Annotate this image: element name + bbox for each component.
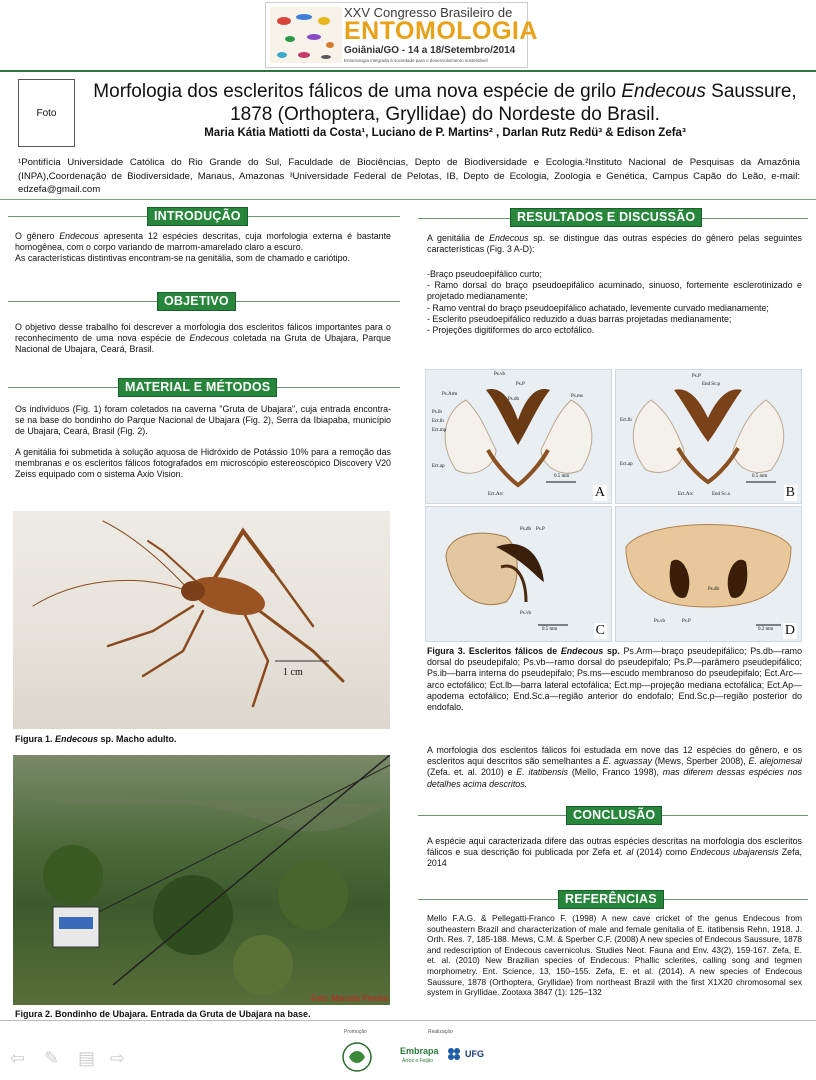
- title-genus: Endecous: [621, 81, 706, 102]
- plate-label: Ps.vb: [654, 619, 665, 624]
- fig1-cap-b: sp. Macho adulto.: [98, 734, 177, 744]
- resultados-intro: [427, 233, 802, 255]
- footer-promocao: Promoção: [344, 1029, 367, 1035]
- figure-2-credit: Foto: Marcelo Pereira: [311, 994, 388, 1003]
- res-intro-a: A genitália de: [427, 233, 490, 243]
- figure-2-caption: Figura 2. Bondinho de Ubajara. Entrada da Gruta de Ubajara na base.: [15, 1009, 311, 1019]
- heading-resultados: RESULTADOS E DISCUSSÃO: [510, 208, 702, 227]
- intro-p1-a: O gênero: [15, 231, 60, 241]
- banner-tagline: Entomologia integrada à sociedade para o desenvolvimento sustentável: [344, 58, 488, 63]
- footer-realizacao: Realização: [428, 1029, 453, 1035]
- plate-label: Ps.P: [516, 382, 525, 387]
- phallic-sclerites-ventral-icon: [616, 370, 801, 503]
- heading-material: MATERIAL E MÉTODOS: [118, 378, 277, 397]
- list-item: - Projeções digitiformes do arco ectofálico.: [427, 325, 595, 336]
- plate-scale: 0.5 mm: [542, 627, 558, 632]
- prev-arrow-icon[interactable]: ⇦: [10, 1048, 26, 1068]
- plate-label: Ps.ms: [571, 394, 583, 399]
- plate-label: Ect.Arc: [488, 492, 504, 497]
- concl-etal: et. al: [613, 847, 634, 858]
- title-text-1: Morfologia dos escleritos fálicos de uma nova espécie de grilo: [93, 81, 622, 102]
- res-intro-genus: Endecous: [489, 233, 529, 243]
- fig3-cap-genus: Endecous: [560, 646, 604, 656]
- heading-referencias: REFERÊNCIAS: [558, 890, 664, 909]
- fig3-cap-a: Figura 3. Escleritos fálicos de: [427, 646, 561, 656]
- disc-c: (Zefa. et. al. 2010) e: [427, 767, 517, 778]
- seb-logo-icon: [341, 1041, 373, 1073]
- disc-species-2: E. alejomesai: [748, 756, 803, 767]
- plate-label: Ect.lb: [432, 419, 444, 424]
- intro-text: [15, 231, 391, 265]
- fig3-cap-b: sp.: [603, 646, 620, 656]
- photo-placeholder: Foto: [18, 79, 75, 147]
- figure-1-caption: [15, 734, 177, 744]
- disc-d: (Mello, Franco 1998),: [568, 767, 663, 778]
- disc-species-1: E. aguassay: [602, 756, 653, 767]
- intro-p1-b: apresenta 12 espécies descritas, cuja morfologia externa é bastante homogênea, com o corpo variando de marrom-amarelado claro a escuro.: [15, 231, 391, 253]
- plate-label: Ps.ib: [432, 410, 442, 415]
- ufg-logo-icon: [446, 1046, 462, 1062]
- res-intro-b: sp. se distingue das outras espécies do gênero pelas seguintes características (Fig. 3 A-D):: [427, 233, 802, 255]
- resultados-list: [427, 269, 802, 336]
- cricket-icon: [13, 511, 390, 729]
- intro-p2: As características distintivas encontram-se na genitália, som de chamado e cariótipo.: [15, 253, 350, 264]
- congress-banner: [265, 2, 538, 68]
- banner-line-1: XXV Congresso Brasileiro de: [344, 5, 513, 20]
- concl-b: (2014) como: [633, 847, 691, 858]
- affiliations: ¹Pontifícia Universidade Católica do Rio Grande do Sul, Faculdade de Biociências, Depto de Biodiversidade e Ecologia.²Instituto Nacional de Pesquisas da Amazônia (INPA),Coordenação de Biodiversidade, Manaus, Amazonas ³Universidade Federal de Pelotas, IB, Depto de Ecologia, Zoologia e Genética, Campus Capão do Leão, e-mail: edzefa@gmail.com: [18, 157, 800, 195]
- phallic-sclerites-posterior-icon: [616, 507, 801, 641]
- plate-label: Ect.ap: [620, 462, 633, 467]
- list-item: - Esclerito pseudoepifálico reduzido a duas barras projetadas medianamente;: [427, 313, 732, 324]
- references-text: Mello F.A.G. & Pellegatti-Franco F. (1998) A new cave cricket of the genus Endecous from southeastern Brazil and characterization of male and female genitalia of E. itatibensis Rehn, 1918. J. Orth. Res. 7, 185-188. Mews, C.M. & Sperber C.F. (2008) A new species of Endecous Saussure, 1878 and redescription of Endecous cavernicolus. Studies Neot. Fauna and Env. 43(2), 159-167. Zefa, E. et. al. (2010) New Brazilian species of Endecous: Phallic sclerites, calling song and tegmen morphometry. Ent. Science, 13, 150–155. Zefa, E. et al. (2014). A new species of Endecous Saussure, 1878 (Orthoptera, Gryllidae) from northeast Brazil with the first X1X20 chromosomal sex system in Gryllidae. Zootaxa 3847 (1): 125–132: [427, 913, 802, 998]
- plate-label: Ect.lb: [620, 418, 632, 423]
- poster-title: [80, 80, 810, 126]
- plate-label: Ect.mp: [432, 428, 447, 433]
- plate-label: Ect.Arc: [678, 492, 694, 497]
- footer-divider: [0, 1020, 816, 1021]
- heading-introducao: INTRODUÇÃO: [147, 207, 248, 226]
- menu-icon[interactable]: ▤: [78, 1048, 96, 1068]
- figure-3-caption: [427, 646, 802, 713]
- material-text: [15, 404, 391, 480]
- disc-e: mas diferem dessas espécies nos detalhes acima descritos.: [427, 767, 802, 789]
- plate-label: Ect.ap: [432, 464, 445, 469]
- material-p1: Os indivíduos (Fig. 1) foram coletados na caverna "Gruta de Ubajara", cuja entrada encontra-se na base do bondinho do Parque Nacional de Ubajara (Fig. 2), Serra da Ibiapaba, município de Ubajara, Ceará, Brasil (Fig. 2).: [15, 404, 391, 437]
- banner-dates: Goiânia/GO - 14 a 18/Setembro/2014: [344, 45, 516, 56]
- plate-label: Ps.vb: [520, 611, 531, 616]
- plate-label: Ps.vb: [494, 372, 505, 377]
- list-item: -Braço pseudoepifálico curto;: [427, 269, 542, 279]
- plate-label: End Sc.p: [702, 382, 721, 387]
- insects-logo-icon: [270, 7, 342, 63]
- concl-species: Endecous ubajarensis: [690, 847, 779, 858]
- material-p2: A genitália foi submetida à solução aquosa de Hidróxido de Potássio 10% para a remoção das membranas e os escleritos fálicos fotografados em microscópio estereoscópico Discovery V20 Zeiss equipado com o sistema Axio Vision.: [15, 446, 391, 480]
- authors: Maria Kátia Matiotti da Costa¹, Luciano de P. Martins² , Darlan Rutz Redü³ & Edison Zefa³: [204, 127, 686, 139]
- cable-car-icon: [13, 755, 390, 1005]
- banner-title: ENTOMOLOGIA: [344, 17, 538, 45]
- plate-b: [615, 369, 802, 504]
- heading-conclusao: CONCLUSÃO: [566, 806, 662, 825]
- disc-a: A morfologia dos escleritos fálicos foi estudada em nove das 12 espécies do gênero, e os escleritos aqui descritos são semelhantes a: [427, 745, 802, 767]
- next-arrow-icon[interactable]: ⇨: [110, 1048, 126, 1068]
- plate-label: Ps.P: [692, 374, 701, 379]
- plate-letter: D: [784, 623, 795, 638]
- ufg-logo: UFG: [465, 1049, 484, 1059]
- objetivo-genus: Endecous: [189, 333, 229, 344]
- plate-label: Ps.db: [520, 527, 531, 532]
- plate-letter: B: [785, 485, 795, 500]
- plate-label: Ps.db: [708, 587, 719, 592]
- objetivo-text: [15, 322, 391, 356]
- objetivo-b: coletada na Gruta de Ubajara, Parque Nacional de Ubajara, Ceará, Brasil.: [15, 333, 391, 355]
- plate-label: Ps.db: [508, 397, 519, 402]
- top-divider: [0, 70, 816, 72]
- embrapa-logo: Embrapa: [400, 1046, 439, 1056]
- plate-scale: 0.5 mm: [554, 474, 570, 479]
- intro-p1-genus: Endecous: [59, 231, 99, 241]
- plate-letter: C: [595, 623, 605, 638]
- phallic-sclerites-lateral-icon: [426, 507, 611, 641]
- concl-a: A espécie aqui caracterizada difere das outras espécies descritas na morfologia dos escleritos fálicos e sua descrição foi publicada por Zefa: [427, 836, 802, 858]
- plate-label: Ps.Arm: [442, 392, 458, 397]
- plate-c: [425, 506, 612, 642]
- plate-scale: 0.5 mm: [752, 474, 768, 479]
- title-text-2: Saussure, 1878 (Orthoptera, Gryllidae) do Nordeste do Brasil.: [230, 81, 797, 125]
- concl-c: Zefa, 2014: [427, 847, 802, 869]
- conclusao-text: [427, 836, 802, 870]
- objetivo-a: O objetivo desse trabalho foi descrever a morfologia dos escleritos fálicos importantes para o reconhecimento de uma nova espécie de: [15, 322, 391, 344]
- plate-label: Ps.P: [682, 619, 691, 624]
- phallic-sclerites-dorsal-icon: [426, 370, 611, 503]
- plate-d: [615, 506, 802, 642]
- figure-1-image: [13, 511, 390, 729]
- plate-a: [425, 369, 612, 504]
- disc-b: (Mews, Sperber 2008),: [652, 756, 749, 767]
- fig3-cap-rest: Ps.Arm—braço pseudepifálico; Ps.db—ramo dorsal do pseudepifalo; Ps.vb—ramo dorsal do pseudepifalo; Ps.P—parâmero pseudepifálico; Ps.ib—barra interna do pseudepifalo; Ps.ms—escudo membranoso do pseudepifalo; Ect.Arc—arco ectofálico; Ect.lb—barra lateral ectofálica; Ect.mp—projeção mediana ectofálica; Ect.Ap—apodema ectofálico; End.Sc.a—região anterior do endofalo; End.Sc.p—região posterior do endofalo.: [427, 646, 802, 713]
- header-divider: [0, 199, 816, 200]
- plate-scale: 0.2 mm: [758, 627, 774, 632]
- discussion-text: [427, 745, 802, 790]
- figure-1-scale: 1 cm: [283, 667, 303, 678]
- plate-label: Ps.P: [536, 527, 545, 532]
- plate-letter: A: [594, 485, 605, 500]
- figure-2-image: [13, 755, 390, 1005]
- heading-objetivo: OBJETIVO: [157, 292, 236, 311]
- plate-label: End Sc.a: [712, 492, 730, 497]
- fig1-cap-a: Figura 1.: [15, 734, 56, 744]
- embrapa-sub: Arroz e Feijão: [402, 1058, 434, 1064]
- list-item: - Ramo ventral do braço pseudoepifálico achatado, levemente curvado medianamente;: [427, 302, 769, 313]
- pencil-icon[interactable]: ✎: [44, 1048, 60, 1068]
- disc-species-3: E. itatibensis: [516, 767, 568, 778]
- list-item: - Ramo dorsal do braço pseudoepifálico acuminado, sinuoso, fortemente esclerotinizado e projetado medianamente;: [427, 280, 802, 302]
- fig1-cap-genus: Endecous: [55, 734, 99, 744]
